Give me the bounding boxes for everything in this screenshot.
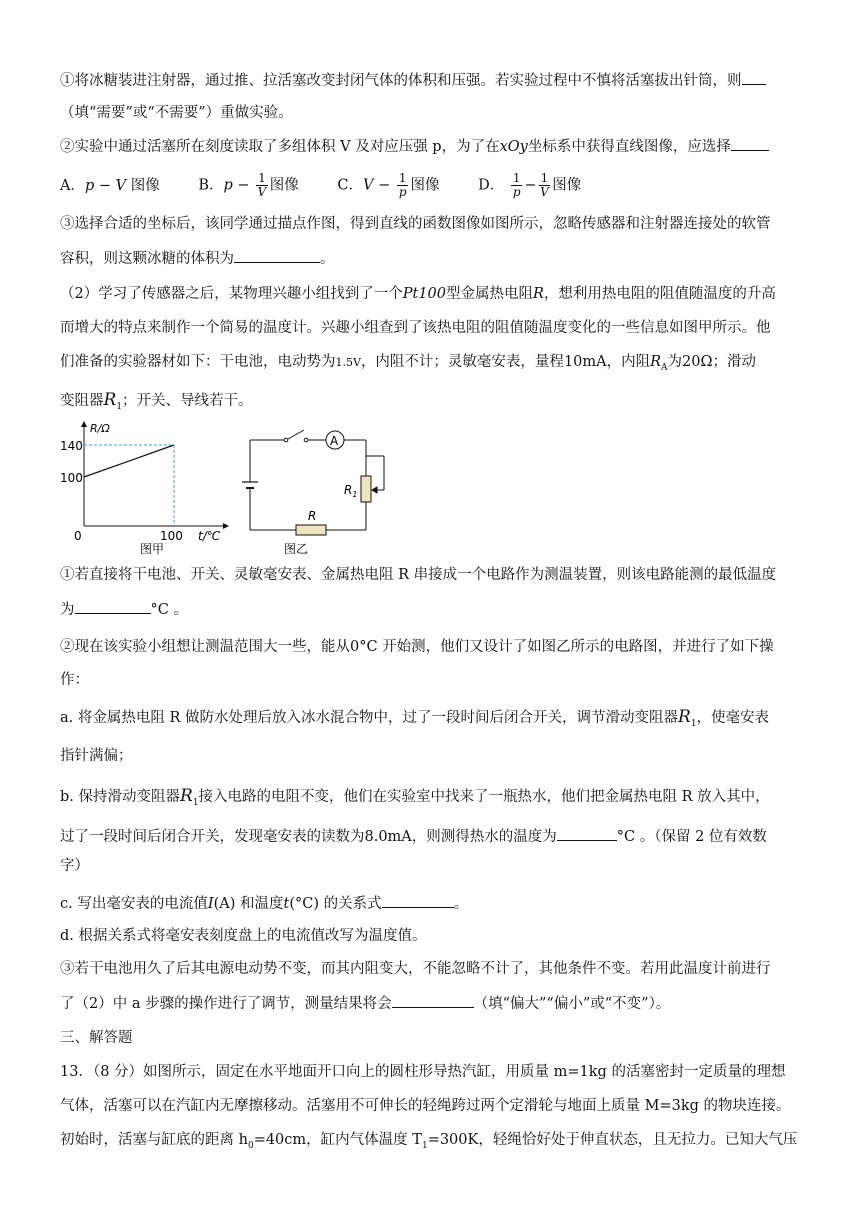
answer-blank: [234, 248, 320, 263]
option-b: B．p − $\frac{1}{V}$ 图像: [198, 171, 299, 199]
step-a: 指针满偏；: [60, 748, 133, 764]
answer-blank: [731, 136, 769, 151]
step-c: c. 写出毫安表的电流值I(A) 和温度t(°C) 的关系式 。: [60, 893, 468, 914]
y-tick-100: 100: [60, 471, 83, 485]
fraction: $\frac{1}{V}$: [257, 171, 267, 199]
y-axis-label: R/Ω: [90, 422, 110, 435]
question-text: 容积，则这颗冰糖的体积为 。: [60, 248, 335, 269]
fraction: $\frac{1}{p}$: [512, 171, 521, 199]
step-b: 字）: [60, 858, 89, 874]
figure-caption: 图乙: [284, 542, 309, 556]
ammeter-label: A: [330, 434, 339, 448]
section-heading: 三、解答题: [60, 1030, 133, 1046]
question-text: 了（2）中 a 步骤的操作进行了调节，测量结果将会 （填“偏大”“偏小”或“不变”）。: [60, 993, 670, 1014]
question-13: 13．（8 分）如图所示，固定在水平地面开口向上的圆柱形导热汽缸，用质量 m=1kg 的活塞密封一定质量的理想: [60, 1064, 786, 1080]
x-tick-0: 0: [74, 529, 82, 543]
step-b: b. 保持滑动变阻器$R_1$接入电路的电阻不变，他们在实验室中找来了一瓶热水，他们把金属热电阻 R 放入其中，: [60, 786, 770, 808]
question-text: （2）学习了传感器之后，某物理兴趣小组找到了一个Pt100型金属热电阻R，想利用热电阻的阻值随温度的升高: [60, 286, 776, 302]
thermistor-label: R: [308, 509, 317, 523]
question-text: ①若直接将干电池、开关、灵敏毫安表、金属热电阻 R 串接成一个电路作为测温装置，则该电路能测的最低温度: [60, 567, 777, 583]
question-text: 作：: [60, 672, 89, 688]
rheostat-label: $R_1$: [344, 483, 358, 499]
question-text: ②实验中通过活塞所在刻度读取了多组体积 V 及对应压强 p，为了在xOy坐标系中获得直线图像，应选择: [60, 136, 769, 157]
fraction: $\frac{1}{p}$: [398, 171, 407, 199]
option-c: C．V − $\frac{1}{p}$ 图像: [337, 171, 440, 199]
question-text: 们准备的实验器材如下：干电池，电动势为1.5V，内阻不计；灵敏毫安表，量程10mA，内阻$R_A$为20Ω；滑动: [60, 354, 757, 373]
question-text: ③选择合适的坐标后，该同学通过描点作图，得到直线的函数图像如图所示，忽略传感器和注射器连接处的软管: [60, 216, 771, 232]
question-13: 初始时，活塞与缸底的距离 $h_0=40cm$，缸内气体温度 $T_1=300K$，轻绳恰好处于伸直状态，且无拉力。已知大气压: [60, 1132, 798, 1151]
switch: [288, 430, 304, 439]
figure-jia-graph: [58, 420, 238, 560]
option-a: A．p − V 图像: [60, 177, 160, 194]
step-b: 过了一段时间后闭合开关，发现毫安表的读数为8.0mA，则测得热水的温度为 °C 。（保留 2 位有效数: [60, 826, 767, 847]
answer-blank: [742, 70, 766, 85]
option-row: [60, 172, 615, 199]
x-axis-label: t/℃: [198, 529, 221, 543]
question-text: （填“需要”或“不需要”）重做实验。: [60, 105, 293, 121]
thermistor-r: [296, 525, 326, 535]
option-d: D． $\frac{1}{p}$ − $\frac{1}{V}$ 图像: [478, 171, 582, 199]
step-d: d. 根据关系式将毫安表刻度盘上的电流值改写为温度值。: [60, 928, 427, 944]
r-t-line: [84, 445, 174, 477]
answer-blank: [382, 893, 454, 908]
answer-blank: [75, 599, 151, 614]
figure-caption: 图甲: [140, 542, 165, 556]
y-tick-140: 140: [60, 439, 83, 453]
question-text: ①将冰糖装进注射器，通过推、拉活塞改变封闭气体的体积和压强。若实验过程中不慎将活塞拔出针筒，则: [60, 70, 766, 91]
fraction: $\frac{1}{V}$: [540, 171, 549, 199]
question-13: 气体，活塞可以在汽缸内无摩擦移动。活塞用不可伸长的轻绳跨过两个定滑轮与地面上质量 M=3kg 的物块连接。: [60, 1098, 791, 1114]
question-text: 为 °C 。: [60, 599, 188, 620]
question-text: 变阻器$R_1$；开关、导线若干。: [60, 390, 253, 412]
rheostat-r1: [361, 476, 371, 502]
figure-yi-circuit: [238, 426, 388, 560]
question-text: ③若干电池用久了后其电源电动势不变，而其内阻变大，不能忽略不计了，其他条件不变。若用此温度计前进行: [60, 961, 771, 977]
question-text: ②现在该实验小组想让测温范围大一些，能从0°C 开始测，他们又设计了如图乙所示的电路图，并进行了如下操: [60, 639, 774, 655]
answer-blank: [392, 993, 474, 1008]
step-a: a. 将金属热电阻 R 做防水处理后放入冰水混合物中，过了一段时间后闭合开关，调节滑动变阻器$R_1$，使毫安表: [60, 707, 770, 729]
answer-blank: [557, 826, 617, 841]
x-tick-100: 100: [160, 529, 183, 543]
question-text: 而增大的特点来制作一个简易的温度计。兴趣小组查到了该热电阻的阻值随温度变化的一些信息如图甲所示。他: [60, 320, 771, 336]
